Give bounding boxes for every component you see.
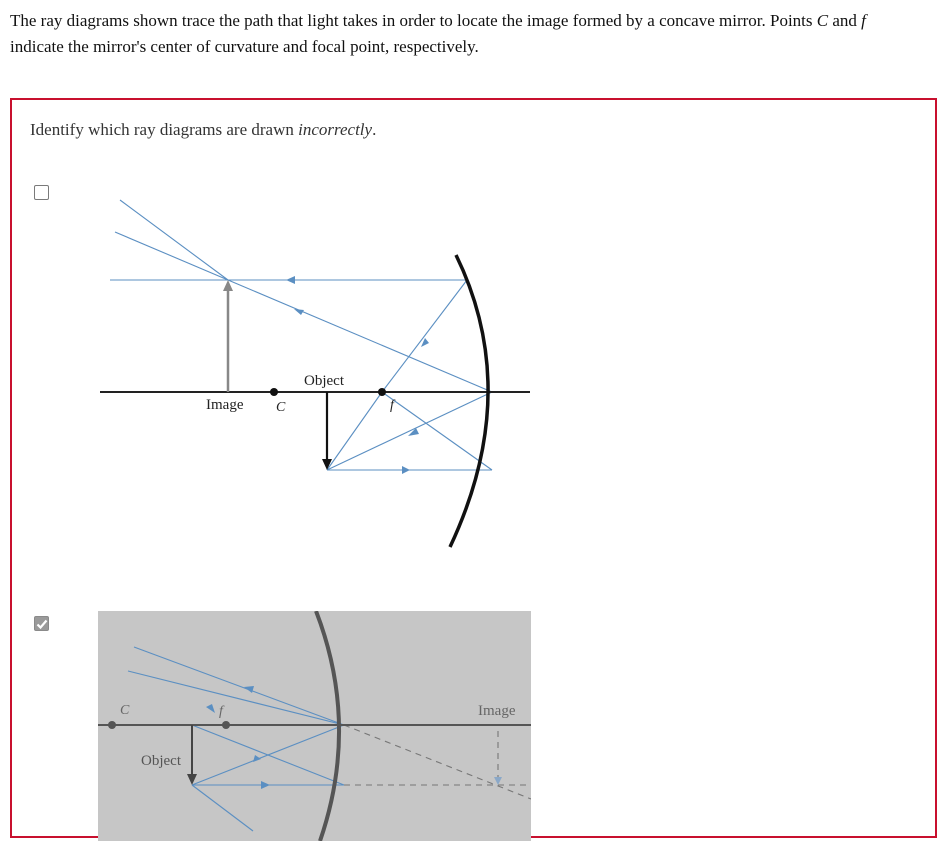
intro-text-1: The ray diagrams shown trace the path that light takes in order to locate the image formed by a concave mirror. Points bbox=[10, 11, 817, 30]
ray-lines bbox=[110, 200, 492, 470]
problem-intro bbox=[10, 8, 935, 60]
option-1-checkbox[interactable] bbox=[34, 185, 49, 200]
image-label: Image bbox=[206, 397, 244, 413]
intro-point-c: C bbox=[816, 11, 829, 30]
point-c bbox=[108, 721, 116, 729]
question-prompt: Identify which ray diagrams are drawn incorrectly. bbox=[30, 120, 377, 139]
c-label: C bbox=[276, 400, 286, 415]
ray-diagram-2[interactable] bbox=[98, 611, 531, 841]
option-2-checkbox[interactable] bbox=[34, 616, 49, 631]
checkmark-icon bbox=[36, 618, 48, 630]
ray-diagram-1[interactable] bbox=[98, 195, 534, 550]
point-f bbox=[378, 388, 386, 396]
question-panel bbox=[10, 98, 937, 838]
c-label: C bbox=[120, 703, 130, 718]
f-label: f bbox=[390, 398, 394, 413]
object-label: Object bbox=[304, 373, 344, 389]
intro-text-3: indicate the mirror's center of curvature and focal point, respectively. bbox=[10, 37, 479, 56]
intro-text-2: and bbox=[828, 11, 862, 30]
point-c bbox=[270, 388, 278, 396]
point-f bbox=[222, 721, 230, 729]
intro-point-f: f bbox=[861, 11, 866, 30]
f-label: f bbox=[219, 704, 223, 719]
image-label: Image bbox=[478, 703, 516, 719]
object-label: Object bbox=[141, 753, 181, 769]
concave-mirror bbox=[450, 255, 488, 547]
